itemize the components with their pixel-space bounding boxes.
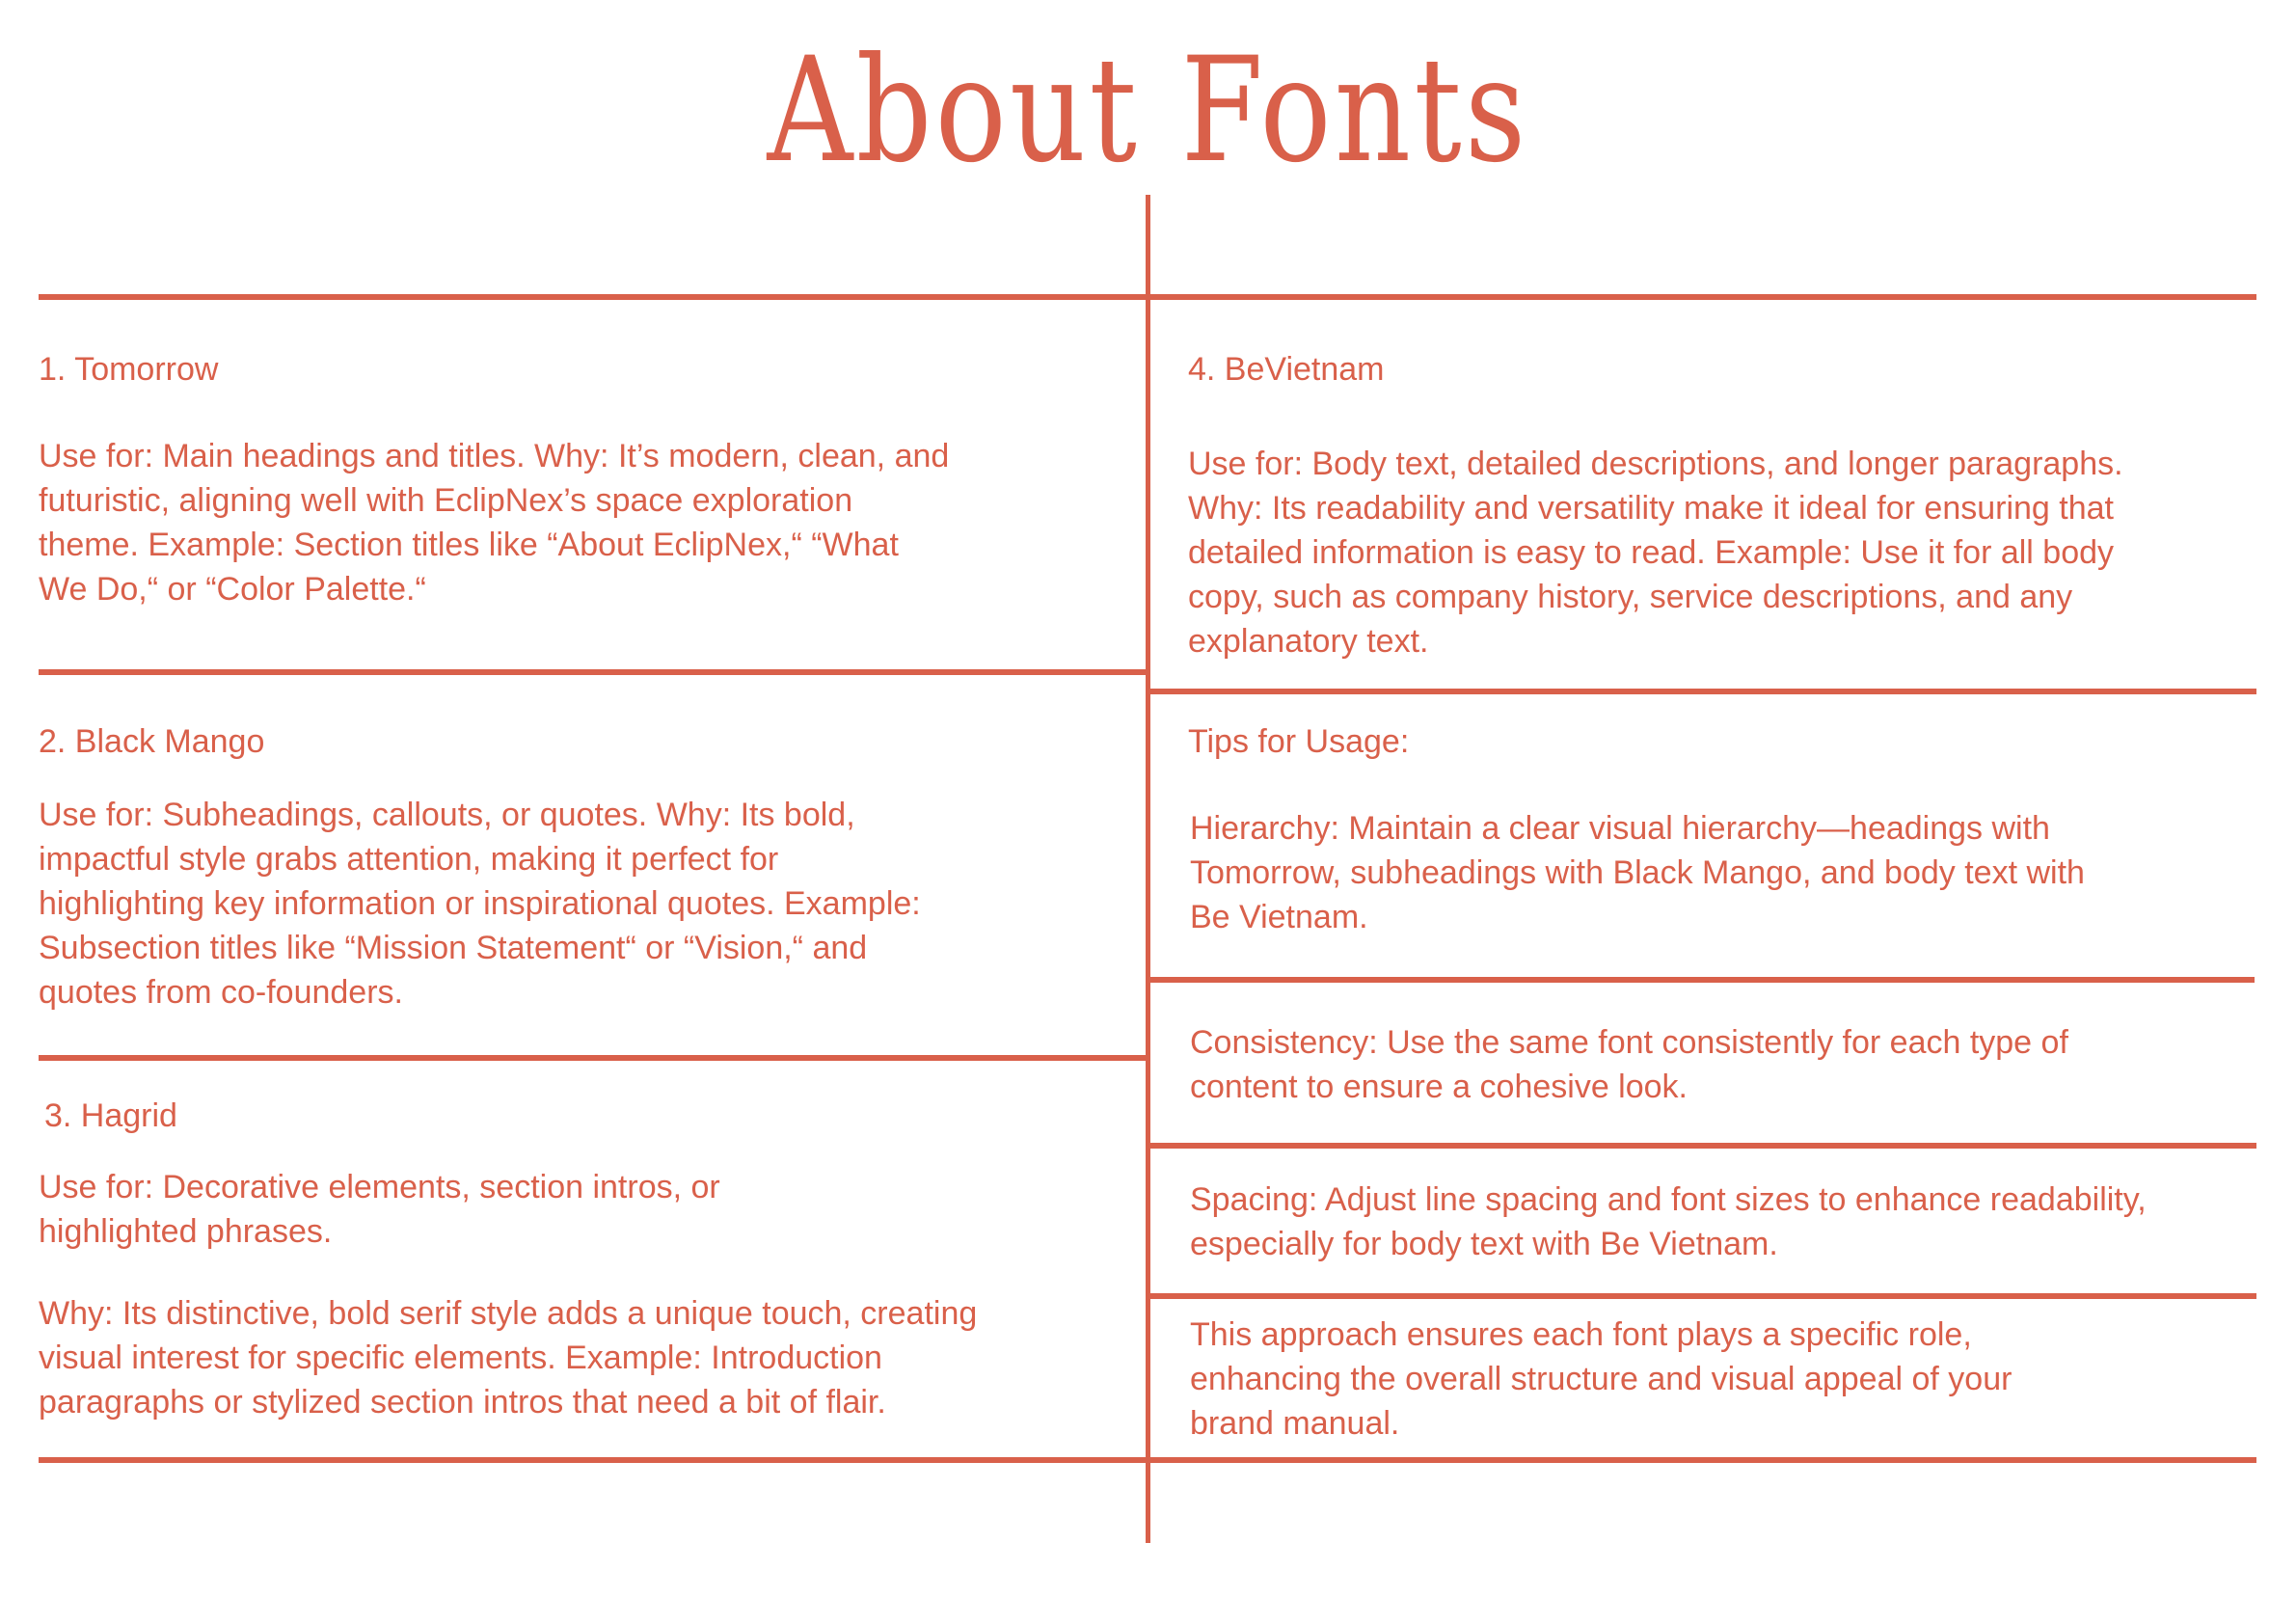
body-line: copy, such as company history, service descriptions, and any	[1188, 579, 2073, 615]
body-line: content to ensure a cohesive look.	[1190, 1069, 1688, 1105]
body-line: detailed information is easy to read. Example: Use it for all body	[1188, 534, 2115, 571]
tip-hierarchy	[1190, 806, 2085, 939]
body-line: Use for: Decorative elements, section intros, or	[39, 1169, 720, 1205]
divider-left-1	[39, 669, 1148, 675]
tip-spacing	[1190, 1177, 2147, 1266]
body-line: Spacing: Adjust line spacing and font sizes to enhance readability,	[1190, 1181, 2147, 1218]
body-line: highlighting key information or inspirational quotes. Example:	[39, 885, 921, 922]
body-line: Hierarchy: Maintain a clear visual hierarchy—headings with	[1190, 810, 2050, 847]
section-body-why	[39, 1291, 977, 1424]
tip-summary	[1190, 1313, 2012, 1446]
body-line: Why: Its readability and versatility make it ideal for ensuring that	[1188, 490, 2114, 527]
tips-heading: Tips for Usage:	[1188, 723, 1410, 760]
divider-bottom	[39, 1457, 2256, 1463]
section-body	[1188, 442, 2123, 663]
body-line: Consistency: Use the same font consistently for each type of	[1190, 1024, 2068, 1061]
section-body	[39, 1165, 720, 1254]
body-line: visual interest for specific elements. Example: Introduction	[39, 1340, 882, 1376]
body-line: highlighted phrases.	[39, 1213, 333, 1250]
section-heading: 4. BeVietnam	[1188, 351, 1385, 388]
body-line: enhancing the overall structure and visual appeal of your	[1190, 1361, 2012, 1397]
body-line: explanatory text.	[1188, 623, 1429, 660]
divider-left-2	[39, 1055, 1148, 1061]
section-body	[39, 793, 921, 1015]
body-line: Use for: Body text, detailed descriptions, and longer paragraphs.	[1188, 446, 2123, 482]
body-line: This approach ensures each font plays a specific role,	[1190, 1316, 1972, 1353]
body-line: futuristic, aligning well with EclipNex’s space exploration	[39, 482, 853, 519]
body-line: Subsection titles like “Mission Statement“ or “Vision,“ and	[39, 930, 868, 966]
divider-right-2	[1148, 977, 2255, 983]
divider-top	[39, 294, 2256, 300]
body-line: impactful style grabs attention, making it perfect for	[39, 841, 779, 878]
divider-right-4	[1148, 1293, 2256, 1299]
body-line: paragraphs or stylized section intros that need a bit of flair.	[39, 1384, 886, 1421]
body-line: Use for: Main headings and titles. Why: It’s modern, clean, and	[39, 438, 950, 474]
body-line: brand manual.	[1190, 1405, 1400, 1442]
page-title: About Fonts	[767, 27, 1529, 195]
column-divider	[1146, 195, 1150, 1543]
divider-right-1	[1148, 689, 2256, 694]
body-line: quotes from co-founders.	[39, 974, 403, 1011]
section-heading: 1. Tomorrow	[39, 351, 219, 388]
body-line: Be Vietnam.	[1190, 899, 1368, 935]
body-line: Tomorrow, subheadings with Black Mango, and body text with	[1190, 854, 2085, 891]
section-heading: 2. Black Mango	[39, 723, 265, 760]
section-body	[39, 434, 949, 611]
body-line: theme. Example: Section titles like “About EclipNex,“ “What	[39, 527, 899, 563]
tip-consistency	[1190, 1020, 2068, 1109]
body-line: Why: Its distinctive, bold serif style adds a unique touch, creating	[39, 1295, 978, 1332]
divider-right-3	[1148, 1143, 2256, 1149]
body-line: especially for body text with Be Vietnam.	[1190, 1226, 1778, 1262]
body-line: Use for: Subheadings, callouts, or quotes. Why: Its bold,	[39, 797, 855, 833]
body-line: We Do,“ or “Color Palette.“	[39, 571, 426, 608]
section-heading: 3. Hagrid	[44, 1097, 177, 1134]
